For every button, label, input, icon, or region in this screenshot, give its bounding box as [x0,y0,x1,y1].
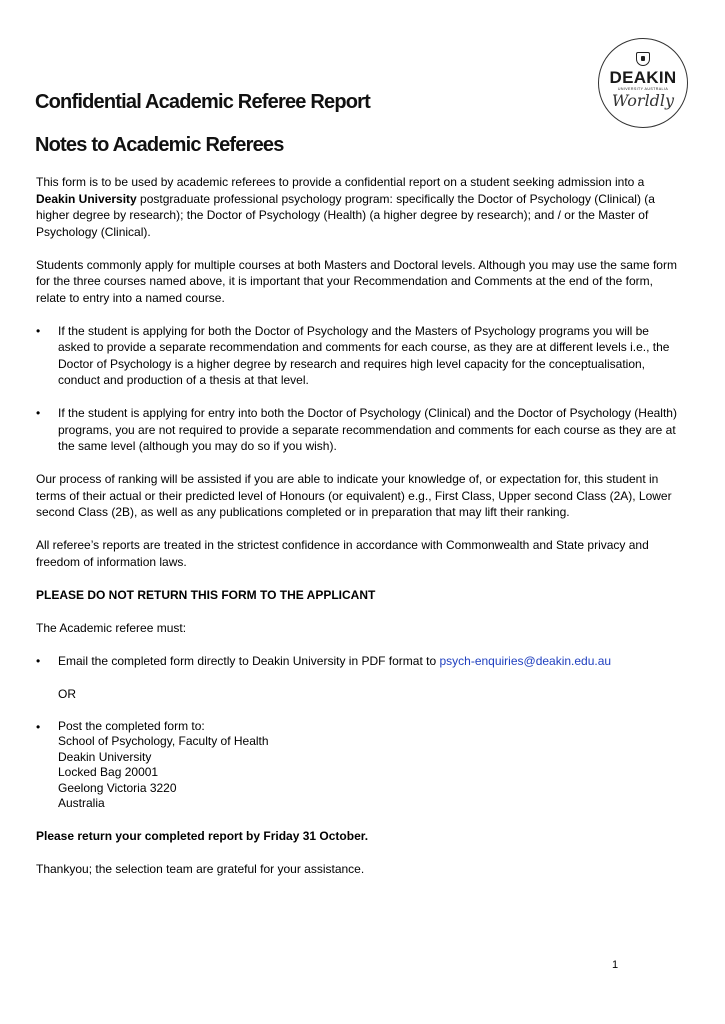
postal-address [58,734,684,812]
logo-tagline: UNIVERSITY AUSTRALIA [617,87,669,91]
warning-notice: PLEASE DO NOT RETURN THIS FORM TO THE APPLICANT [36,587,376,602]
email-link[interactable]: psych-enquiries@deakin.edu.au [439,653,612,668]
intro-text-end: postgraduate professional psychology program: specifically the Doctor of Psychology (Clinical) (a higher degree by research); the Doctor of Psychology (Health) (a higher degree by research); and / or the Master of Psychology (Clinical). [36,191,655,239]
post-options [36,719,684,812]
crest-icon [636,52,650,66]
or-separator: OR [58,686,76,701]
logo-wordmark: DEAKIN [609,68,677,87]
page-title: Confidential Academic Referee Report [35,91,370,113]
deadline-notice: Please return your completed report by Friday 31 October. [36,829,369,843]
deakin-logo [598,38,688,128]
document-body [36,174,684,894]
intro-text-start: This form is to be used by academic referees to provide a confidential report on a student seeking admission into a [36,175,645,189]
section-heading: Notes to Academic Referees [35,134,284,156]
post-instruction: • Post the completed form to: [58,718,205,733]
logo-script: Worldly [611,91,675,110]
referee-must-label: The Academic referee must: [36,620,187,635]
list-item: • If the student is applying for entry into both the Doctor of Psychology (Clinical) and the Doctor of Psychology (Health) programs, you are not required to provide a separate recommendation and comments for each course as they are at the same level (although you may do so if you wish). [36,405,684,455]
address-line: Locked Bag 20001 [58,765,159,779]
address-line: School of Psychology, Faculty of Health [58,734,269,748]
intro-university-name: Deakin University [36,191,137,206]
ranking-paragraph: Our process of ranking will be assisted if you are able to indicate your knowledge of, or expectation for, this student in terms of their actual or their predicted level of Honours (or equivalent) e.g., First Class, Upper second Class (2A), Lower second Class (2B), as well as any publications completed or in preparation that may lift their ranking. [36,472,672,519]
list-item: • If the student is applying for both the Doctor of Psychology and the Masters of Psychology programs you will be asked to provide a separate recommendation and comments for each course, as they are at different levels i.e., the Doctor of Psychology is a higher degree by research and requires high level capacity for the conceptualisation, conduct and production of a thesis at that level. [36,323,684,389]
post-option [36,719,684,812]
address-line: Deakin University [58,749,152,764]
address-line: Geelong Victoria 3220 [58,780,177,795]
confidentiality-paragraph: All referee’s reports are treated in the strictest confidence in accordance with Commonwealth and State privacy and freedom of information laws. [36,538,649,569]
email-option [36,653,684,670]
page-number: 1 [612,959,619,971]
multiple-courses-paragraph: Students commonly apply for multiple courses at both Masters and Doctoral levels. Although you may use the same form for the three courses named above, it is important that your Recommendation and Comments at the end of the form, relate to entry into a named course. [36,257,677,305]
email-instruction: Email the completed form directly to Deakin University in PDF format to [58,653,440,668]
thanks-message: Thankyou; the selection team are grateful for your assistance. [36,862,365,876]
course-level-list [36,323,684,455]
submission-options [36,653,684,670]
address-line: Australia [58,796,105,810]
intro-paragraph [36,174,684,240]
